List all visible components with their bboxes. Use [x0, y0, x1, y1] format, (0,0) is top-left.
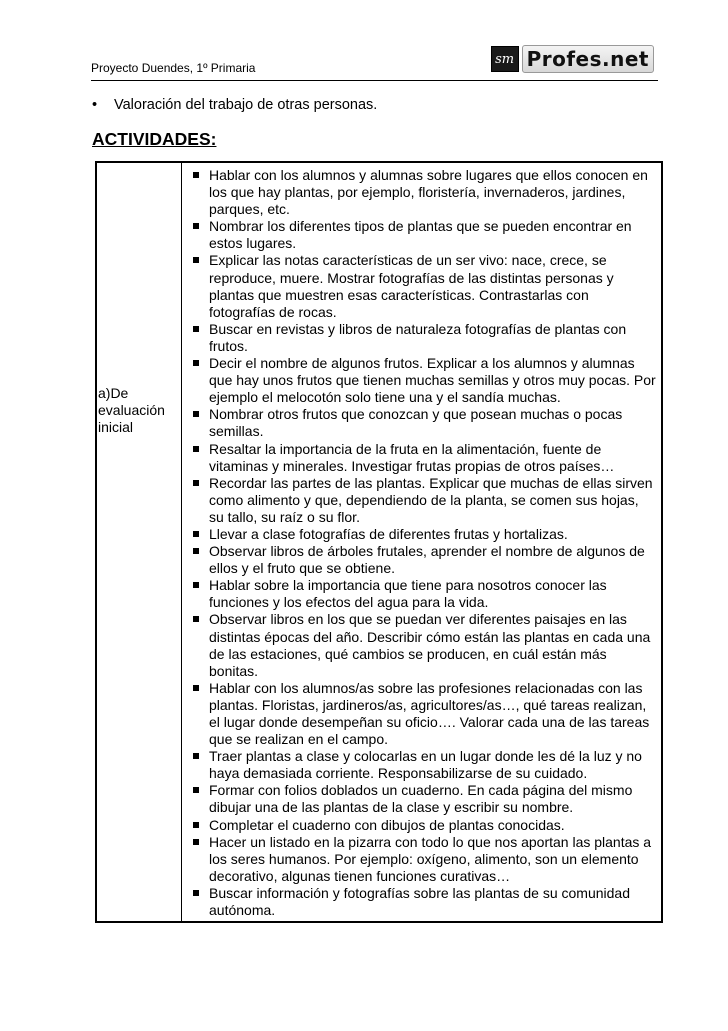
bullet-dot-icon: • [92, 97, 98, 113]
label-line: inicial [98, 419, 134, 435]
activity-list [188, 167, 657, 919]
table-label-cell [97, 163, 182, 921]
activity-item: Hablar sobre la importancia que tiene para nosotros conocer las funciones y los efectos del agua para la vida. [188, 577, 657, 611]
activity-item: Hacer un listado en la pizarra con todo lo que nos aportan las plantas a los seres humanos. Por ejemplo: oxígeno, alimento, son un elemento decorativo, algunas tienen funciones curativas… [188, 834, 657, 885]
page-header [91, 44, 658, 81]
activity-item: Completar el cuaderno con dibujos de plantas conocidas. [188, 817, 657, 834]
activity-item: Observar libros de árboles frutales, aprender el nombre de algunos de ellos y el fruto que se obtiene. [188, 543, 657, 577]
label-line: evaluación [98, 402, 165, 418]
activity-item: Formar con folios doblados un cuaderno. En cada página del mismo dibujar una de las plantas de la clase y escribir su nombre. [188, 782, 657, 816]
activity-item: Explicar las notas características de un ser vivo: nace, crece, se reproduce, muere. Mostrar fotografías de las distintas personas y plantas que muestren esas características. Contrastarlas con fotografías de rocas. [188, 252, 657, 320]
intro-bullet-text: Valoración del trabajo de otras personas. [114, 97, 378, 113]
intro-bullet [92, 97, 377, 113]
logo-sm-box: sm [491, 46, 519, 72]
activity-item: Buscar en revistas y libros de naturaleza fotografías de plantas con frutos. [188, 321, 657, 355]
activity-item: Hablar con los alumnos/as sobre las profesiones relacionadas con las plantas. Floristas, jardineros/as, agricultores/as…, qué tareas realizan, el lugar donde desempeñan su oficio…. Valorar cada una de las tareas que se realizan en el campo. [188, 680, 657, 748]
activity-item: Observar libros en los que se puedan ver diferentes paisajes en las distintas épocas del año. Describir cómo están las plantas en cada una de las estaciones, qué cambios se producen, en cuál están más bonitas. [188, 611, 657, 679]
section-title: ACTIVIDADES: [92, 129, 217, 149]
activity-item: Llevar a clase fotografías de diferentes frutas y hortalizas. [188, 526, 657, 543]
activity-item: Decir el nombre de algunos frutos. Explicar a los alumnos y alumnas que hay unos frutos que tienen muchas semillas y otros muy pocas. Por ejemplo el melocotón solo tiene una y el sandía muchas. [188, 355, 657, 406]
activity-item: Hablar con los alumnos y alumnas sobre lugares que ellos conocen en los que hay plantas, por ejemplo, floristería, invernaderos, jardines, parques, etc. [188, 167, 657, 218]
activity-item: Nombrar los diferentes tipos de plantas que se pueden encontrar en estos lugares. [188, 218, 657, 252]
activity-item: Nombrar otros frutos que conozcan y que posean muchas o pocas semillas. [188, 406, 657, 440]
activity-item: Resaltar la importancia de la fruta en la alimentación, fuente de vitaminas y minerales. Investigar frutas propias de otros países… [188, 441, 657, 475]
table-label [98, 385, 165, 436]
profes-net-logo [491, 44, 654, 74]
activities-table [95, 161, 663, 923]
label-line: a)De [98, 385, 129, 401]
logo-name: Profes.net [522, 45, 654, 73]
activity-item: Buscar información y fotografías sobre las plantas de su comunidad autónoma. [188, 885, 657, 919]
table-items-cell [182, 163, 661, 921]
activity-item: Traer plantas a clase y colocarlas en un lugar donde les dé la luz y no haya demasiada corriente. Responsabilizarse de su cuidado. [188, 748, 657, 782]
activity-item: Recordar las partes de las plantas. Explicar que muchas de ellas sirven como alimento y que, dependiendo de la planta, se comen sus hojas, su tallo, su raíz o su flor. [188, 475, 657, 526]
header-title: Proyecto Duendes, 1º Primaria [91, 61, 256, 75]
